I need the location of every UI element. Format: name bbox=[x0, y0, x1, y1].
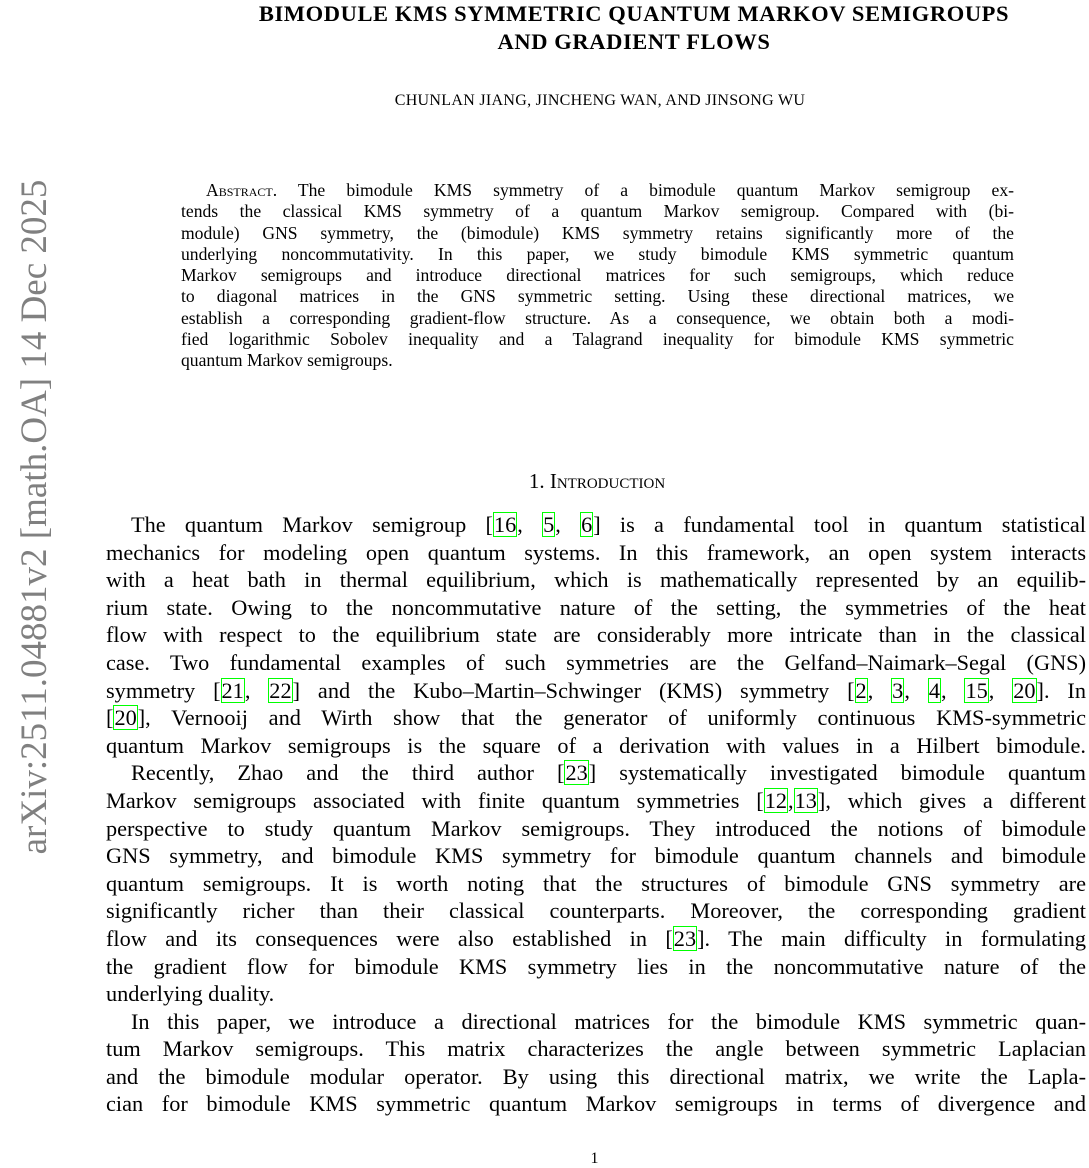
citation-link[interactable]: 12 bbox=[764, 787, 788, 813]
paragraph bbox=[106, 1008, 1086, 1118]
abstract-text: establish a corresponding gradient-flow structure. As a consequence, we obtain both a modi- bbox=[181, 307, 1014, 328]
abstract-line bbox=[181, 286, 1014, 307]
abstract-text: quantum Markov semigroups. bbox=[181, 350, 393, 371]
text-segment: , bbox=[788, 787, 794, 813]
citation-link[interactable]: 16 bbox=[493, 512, 517, 537]
text-segment: ], Vernooij and Wirth show that the generator of uniformly continuous KMS-symmetric bbox=[137, 705, 1086, 731]
authors: CHUNLAN JIANG, JINCHENG WAN, AND JINSONG WU bbox=[394, 92, 806, 109]
section-heading bbox=[100, 469, 1089, 494]
text-line bbox=[106, 649, 1086, 677]
text-line bbox=[106, 677, 1086, 705]
abstract-line bbox=[181, 329, 1014, 350]
text-line bbox=[106, 815, 1086, 843]
paper-title bbox=[100, 0, 1089, 56]
text-segment: flow and its consequences were also established in [ bbox=[106, 925, 673, 951]
text-segment: cian for bimodule KMS symmetric quantum Markov semigroups in terms of divergence and bbox=[106, 1091, 1086, 1117]
text-segment: In this paper, we introduce a directional matrices for the bimodule KMS symmetric quan- bbox=[131, 1008, 1086, 1034]
abstract-text: module) GNS symmetry, the (bimodule) KMS symmetry retains significantly more of the bbox=[181, 222, 1014, 243]
text-segment: Markov semigroups associated with finite quantum symmetries [ bbox=[106, 787, 764, 813]
text-segment: [ bbox=[106, 705, 114, 731]
text-segment: tum Markov semigroups. This matrix characterizes the angle between symmetric Laplacian bbox=[106, 1036, 1086, 1062]
text-line bbox=[106, 953, 1086, 981]
text-segment: , bbox=[904, 677, 928, 703]
text-line bbox=[106, 511, 1086, 539]
abstract-line bbox=[181, 350, 1014, 371]
abstract-text: Markov semigroups and introduce directional matrices for such semigroups, which reduce bbox=[181, 265, 1014, 286]
text-segment: the gradient flow for bimodule KMS symmetry lies in the noncommutative nature of the bbox=[106, 953, 1086, 979]
text-segment: , bbox=[244, 677, 269, 703]
page-number: 1 bbox=[590, 1150, 599, 1167]
text-line bbox=[106, 1008, 1086, 1036]
paragraph bbox=[106, 759, 1086, 1007]
text-line bbox=[106, 925, 1086, 953]
citation-link[interactable]: 5 bbox=[543, 512, 555, 537]
abstract-line bbox=[181, 223, 1014, 244]
abstract-line bbox=[181, 244, 1014, 265]
text-segment: , bbox=[988, 677, 1013, 703]
text-line bbox=[106, 1035, 1086, 1063]
abstract-line bbox=[181, 201, 1014, 222]
text-segment: ] is a fundamental tool in quantum statistical bbox=[593, 512, 1086, 537]
citation-link[interactable]: 4 bbox=[928, 677, 940, 703]
body-text bbox=[106, 511, 1086, 1118]
citation-link[interactable]: 13 bbox=[794, 787, 817, 813]
citation-link[interactable]: 3 bbox=[892, 677, 904, 703]
text-line bbox=[106, 1063, 1086, 1091]
text-line bbox=[106, 1090, 1086, 1118]
text-line bbox=[106, 787, 1086, 815]
text-line bbox=[106, 732, 1086, 760]
text-segment: , bbox=[517, 512, 543, 537]
text-line bbox=[106, 870, 1086, 898]
citation-link[interactable]: 15 bbox=[965, 677, 988, 703]
text-segment: and the bimodule modular operator. By using this directional matrix, we write the Lapla- bbox=[106, 1063, 1086, 1089]
text-line bbox=[106, 980, 1086, 1008]
abstract bbox=[181, 180, 1014, 372]
text-segment: quantum semigroups. It is worth noting that the structures of bimodule GNS symmetry are bbox=[106, 870, 1086, 896]
arxiv-stamp: arXiv:2511.04881v2 [math.OA] 14 Dec 2025 bbox=[14, 179, 55, 855]
abstract-line bbox=[181, 308, 1014, 329]
text-segment: ]. In bbox=[1036, 677, 1087, 703]
text-segment: ] systematically investigated bimodule quantum bbox=[588, 760, 1086, 786]
text-segment: underlying duality. bbox=[106, 981, 275, 1007]
abstract-line bbox=[181, 265, 1014, 286]
text-line bbox=[106, 566, 1086, 594]
citation-link[interactable]: 2 bbox=[855, 677, 867, 703]
abstract-line bbox=[181, 180, 1014, 201]
abstract-text: to diagonal matrices in the GNS symmetric setting. Using these directional matrices, we bbox=[181, 286, 1014, 307]
text-segment: rium state. Owing to the noncommutative nature of the setting, the symmetries of the heat bbox=[106, 594, 1086, 620]
text-segment: , bbox=[940, 677, 965, 703]
citation-link[interactable]: 22 bbox=[269, 677, 292, 703]
section-title: Introduction bbox=[549, 469, 666, 493]
abstract-text: underlying noncommutativity. In this paper, we study bimodule KMS symmetric quantum bbox=[181, 243, 1014, 264]
text-segment: Recently, Zhao and the third author [ bbox=[131, 760, 565, 786]
title-line-1: BIMODULE KMS SYMMETRIC QUANTUM MARKOV SEMIGROUPS bbox=[258, 1, 1010, 26]
text-segment: quantum Markov semigroups is the square of a derivation with values in a Hilbert bimodule. bbox=[106, 732, 1086, 758]
text-line bbox=[106, 759, 1086, 787]
citation-link[interactable]: 6 bbox=[581, 512, 593, 537]
citation-link[interactable]: 21 bbox=[221, 677, 244, 703]
text-segment: GNS symmetry, and bimodule KMS symmetry for bimodule quantum channels and bimodule bbox=[106, 843, 1086, 869]
section-number: 1. bbox=[528, 469, 545, 493]
text-segment: case. Two fundamental examples of such symmetries are the Gelfand–Naimark–Segal (GNS) bbox=[106, 649, 1086, 675]
abstract-text: tends the classical KMS symmetry of a quantum Markov semigroup. Compared with (bi- bbox=[181, 201, 1014, 222]
text-segment: ] and the Kubo–Martin–Schwinger (KMS) symmetry [ bbox=[292, 677, 855, 703]
text-segment: flow with respect to the equilibrium state are considerably more intricate than in the classical bbox=[106, 622, 1086, 648]
text-line bbox=[106, 621, 1086, 649]
text-line bbox=[106, 897, 1086, 925]
title-line-2: AND GRADIENT FLOWS bbox=[497, 29, 771, 54]
text-segment: , bbox=[555, 512, 581, 537]
text-segment: ]. The main difficulty in formulating bbox=[697, 925, 1086, 951]
citation-link[interactable]: 23 bbox=[673, 925, 697, 951]
text-line bbox=[106, 704, 1086, 732]
abstract-text: fied logarithmic Sobolev inequality and a Talagrand inequality for bimodule KMS symmetric bbox=[181, 329, 1014, 350]
text-segment: perspective to study quantum Markov semigroups. They introduced the notions of bimodule bbox=[106, 815, 1086, 841]
text-line bbox=[106, 842, 1086, 870]
abstract-text: The bimodule KMS symmetry of a bimodule quantum Markov semigroup ex- bbox=[277, 180, 1014, 200]
citation-link[interactable]: 20 bbox=[1013, 677, 1036, 703]
text-line bbox=[106, 594, 1086, 622]
text-segment: with a heat bath in thermal equilibrium, which is mathematically represented by an equilib- bbox=[106, 567, 1086, 593]
text-segment: significantly richer than their classical counterparts. Moreover, the corresponding gradient bbox=[106, 898, 1086, 924]
citation-link[interactable]: 20 bbox=[114, 705, 137, 731]
abstract-label: Abstract. bbox=[206, 180, 278, 200]
text-segment: ], which gives a different bbox=[817, 787, 1086, 813]
text-segment: mechanics for modeling open quantum systems. In this framework, an open system interacts bbox=[106, 539, 1086, 565]
text-segment: symmetry [ bbox=[106, 677, 221, 703]
text-line bbox=[106, 539, 1086, 567]
citation-link[interactable]: 23 bbox=[565, 760, 588, 786]
text-segment: , bbox=[867, 677, 892, 703]
paragraph bbox=[106, 511, 1086, 759]
text-segment: The quantum Markov semigroup [ bbox=[131, 512, 493, 537]
